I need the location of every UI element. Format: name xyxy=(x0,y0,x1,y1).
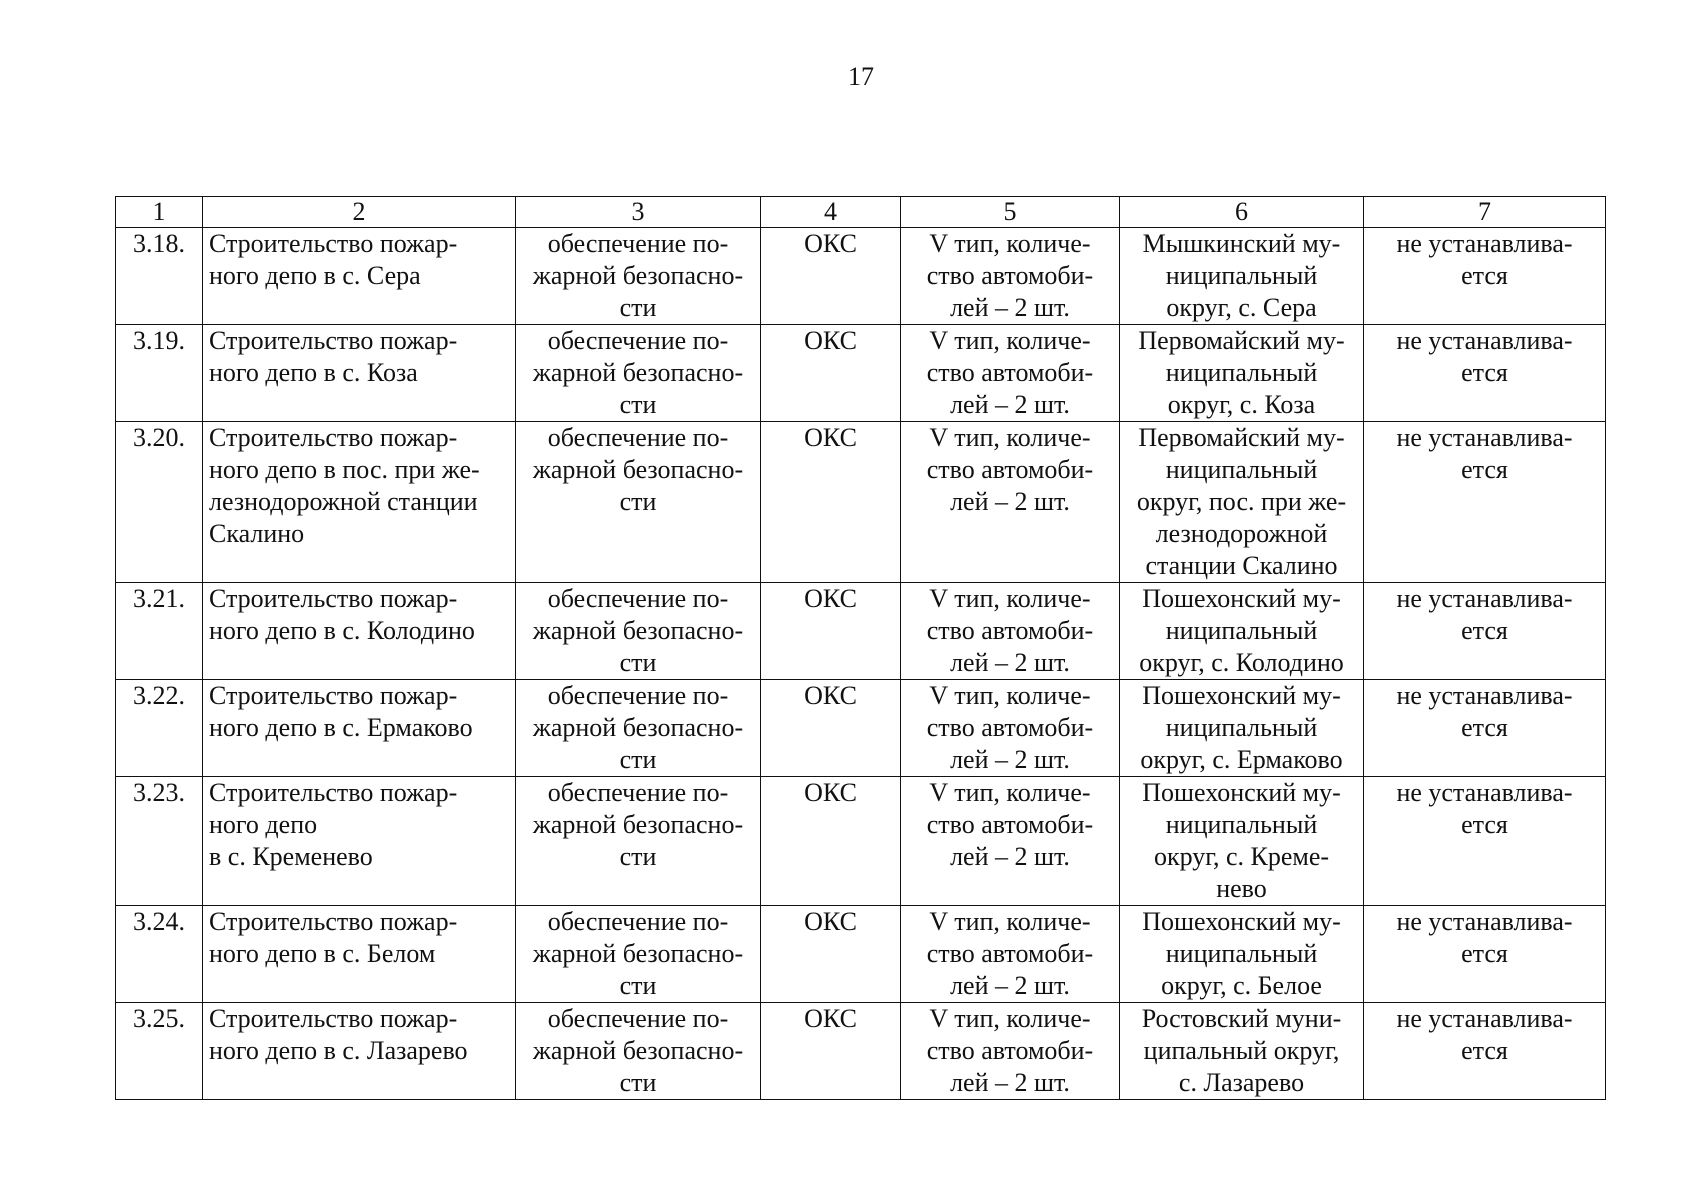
object-type-cell: ОКС xyxy=(761,680,901,777)
cell-text-line: ниципальный xyxy=(1165,713,1318,742)
cell-text-line: Строительство пожар- xyxy=(209,681,458,710)
cell-text-line: ство автомоби- xyxy=(926,713,1094,742)
cell-text-line: Строительство пожар- xyxy=(209,584,458,613)
location-cell xyxy=(1120,422,1364,583)
cell-text-line: ниципальный xyxy=(1165,261,1318,290)
purpose-cell xyxy=(516,583,761,680)
table-body xyxy=(116,197,1606,1100)
cell-text-line: ниципальный xyxy=(1165,939,1318,968)
cell-text-line: лей – 2 шт. xyxy=(950,745,1070,774)
header-cell: 4 xyxy=(761,197,901,228)
object-name-cell xyxy=(203,777,516,906)
cell-text-line: Строительство пожар- xyxy=(209,1004,458,1033)
cell-text-line: лей – 2 шт. xyxy=(950,842,1070,871)
table-row xyxy=(116,777,1606,906)
cell-text-line: ется xyxy=(1461,455,1508,484)
cell-text-line: не устанавлива- xyxy=(1396,326,1573,355)
cell-text-line: жарной безопасно- xyxy=(532,1036,744,1065)
cell-text-line: Пошехонский му- xyxy=(1142,681,1341,710)
cell-text-line: Пошехонский му- xyxy=(1142,584,1341,613)
cell-text-line: ство автомоби- xyxy=(926,358,1094,387)
header-cell: 2 xyxy=(203,197,516,228)
cell-text-line: не устанавлива- xyxy=(1396,778,1573,807)
document-table xyxy=(115,196,1606,1100)
cell-text-line: ется xyxy=(1461,1036,1508,1065)
header-cell: 6 xyxy=(1120,197,1364,228)
cell-text-line: Первомайский му- xyxy=(1138,423,1345,452)
object-name-cell xyxy=(203,583,516,680)
cell-text-line: округ, с. Белое xyxy=(1161,971,1322,1000)
cell-text-line: жарной безопасно- xyxy=(532,261,744,290)
cell-text-line: лей – 2 шт. xyxy=(950,648,1070,677)
cell-text-line: ниципальный xyxy=(1165,810,1318,839)
cell-text-line: не устанавлива- xyxy=(1396,907,1573,936)
cell-text-line: станции Скалино xyxy=(1145,551,1338,580)
location-cell xyxy=(1120,583,1364,680)
cell-text-line: ство автомоби- xyxy=(926,616,1094,645)
zone-cell xyxy=(1364,583,1606,680)
cell-text-line: округ, с. Коза xyxy=(1167,390,1316,419)
row-number-cell: 3.24. xyxy=(116,906,203,1003)
object-name-cell xyxy=(203,680,516,777)
header-row xyxy=(116,197,1606,228)
cell-text-line: ется xyxy=(1461,939,1508,968)
purpose-cell xyxy=(516,777,761,906)
characteristics-cell xyxy=(901,680,1120,777)
location-cell xyxy=(1120,680,1364,777)
zone-cell xyxy=(1364,422,1606,583)
row-number-cell: 3.25. xyxy=(116,1003,203,1100)
cell-text-line: V тип, количе- xyxy=(929,584,1091,613)
object-type-cell: ОКС xyxy=(761,906,901,1003)
cell-text-line: Первомайский му- xyxy=(1138,326,1345,355)
cell-text-line: жарной безопасно- xyxy=(532,358,744,387)
cell-text-line: ство автомоби- xyxy=(926,261,1094,290)
header-cell: 7 xyxy=(1364,197,1606,228)
header-cell: 5 xyxy=(901,197,1120,228)
cell-text-line: Строительство пожар- xyxy=(209,229,458,258)
characteristics-cell xyxy=(901,1003,1120,1100)
cell-text-line: сти xyxy=(619,390,657,419)
cell-text-line: ного депо в с. Коза xyxy=(209,358,418,387)
cell-text-line: V тип, количе- xyxy=(929,229,1091,258)
cell-text-line: Строительство пожар- xyxy=(209,326,458,355)
cell-text-line: обеспечение по- xyxy=(547,1004,729,1033)
purpose-cell xyxy=(516,422,761,583)
cell-text-line: Строительство пожар- xyxy=(209,778,458,807)
cell-text-line: жарной безопасно- xyxy=(532,939,744,968)
cell-text-line: обеспечение по- xyxy=(547,423,729,452)
location-cell xyxy=(1120,325,1364,422)
cell-text-line: Скалино xyxy=(209,519,305,548)
cell-text-line: обеспечение по- xyxy=(547,907,729,936)
object-name-cell xyxy=(203,228,516,325)
cell-text-line: ется xyxy=(1461,616,1508,645)
cell-text-line: лезнодорожной xyxy=(1155,519,1328,548)
cell-text-line: сти xyxy=(619,745,657,774)
location-cell xyxy=(1120,906,1364,1003)
cell-text-line: ется xyxy=(1461,810,1508,839)
cell-text-line: сти xyxy=(619,487,657,516)
cell-text-line: округ, пос. при же- xyxy=(1136,487,1347,516)
zone-cell xyxy=(1364,325,1606,422)
cell-text-line: лей – 2 шт. xyxy=(950,390,1070,419)
location-cell xyxy=(1120,777,1364,906)
object-type-cell: ОКС xyxy=(761,325,901,422)
header-cell: 3 xyxy=(516,197,761,228)
cell-text-line: жарной безопасно- xyxy=(532,616,744,645)
cell-text-line: нево xyxy=(1216,874,1267,903)
cell-text-line: не устанавлива- xyxy=(1396,229,1573,258)
object-name-cell xyxy=(203,422,516,583)
cell-text-line: Мышкинский му- xyxy=(1142,229,1341,258)
purpose-cell xyxy=(516,228,761,325)
cell-text-line: V тип, количе- xyxy=(929,907,1091,936)
object-type-cell: ОКС xyxy=(761,777,901,906)
row-number-cell: 3.22. xyxy=(116,680,203,777)
cell-text-line: жарной безопасно- xyxy=(532,810,744,839)
cell-text-line: V тип, количе- xyxy=(929,1004,1091,1033)
cell-text-line: ного депо в с. Сера xyxy=(209,261,421,290)
cell-text-line: обеспечение по- xyxy=(547,584,729,613)
characteristics-cell xyxy=(901,228,1120,325)
cell-text-line: Строительство пожар- xyxy=(209,907,458,936)
table-row xyxy=(116,422,1606,583)
zone-cell xyxy=(1364,228,1606,325)
cell-text-line: Строительство пожар- xyxy=(209,423,458,452)
row-number-cell: 3.19. xyxy=(116,325,203,422)
cell-text-line: жарной безопасно- xyxy=(532,713,744,742)
cell-text-line: ного депо в с. Колодино xyxy=(209,616,475,645)
row-number-cell: 3.20. xyxy=(116,422,203,583)
cell-text-line: ниципальный xyxy=(1165,455,1318,484)
cell-text-line: округ, с. Сера xyxy=(1166,293,1317,322)
cell-text-line: лей – 2 шт. xyxy=(950,971,1070,1000)
cell-text-line: сти xyxy=(619,1068,657,1097)
cell-text-line: ство автомоби- xyxy=(926,1036,1094,1065)
object-name-cell xyxy=(203,906,516,1003)
cell-text-line: сти xyxy=(619,971,657,1000)
cell-text-line: не устанавлива- xyxy=(1396,681,1573,710)
table-row xyxy=(116,1003,1606,1100)
cell-text-line: лезнодорожной станции xyxy=(209,487,478,516)
cell-text-line: V тип, количе- xyxy=(929,778,1091,807)
cell-text-line: ного депо в с. Белом xyxy=(209,939,436,968)
table-row xyxy=(116,325,1606,422)
cell-text-line: жарной безопасно- xyxy=(532,455,744,484)
object-type-cell: ОКС xyxy=(761,422,901,583)
location-cell xyxy=(1120,228,1364,325)
object-type-cell: ОКС xyxy=(761,228,901,325)
cell-text-line: Ростовский муни- xyxy=(1141,1004,1342,1033)
cell-text-line: с. Лазарево xyxy=(1178,1068,1305,1097)
table-row xyxy=(116,906,1606,1003)
cell-text-line: сти xyxy=(619,842,657,871)
purpose-cell xyxy=(516,680,761,777)
cell-text-line: Пошехонский му- xyxy=(1142,907,1341,936)
characteristics-cell xyxy=(901,583,1120,680)
object-name-cell xyxy=(203,1003,516,1100)
table-row xyxy=(116,228,1606,325)
cell-text-line: обеспечение по- xyxy=(547,326,729,355)
cell-text-line: не устанавлива- xyxy=(1396,1004,1573,1033)
characteristics-cell xyxy=(901,325,1120,422)
cell-text-line: V тип, количе- xyxy=(929,423,1091,452)
cell-text-line: в с. Кременево xyxy=(209,842,373,871)
cell-text-line: лей – 2 шт. xyxy=(950,293,1070,322)
table-row xyxy=(116,583,1606,680)
cell-text-line: ного депо xyxy=(209,810,318,839)
cell-text-line: V тип, количе- xyxy=(929,681,1091,710)
cell-text-line: ного депо в с. Лазарево xyxy=(209,1036,468,1065)
cell-text-line: не устанавлива- xyxy=(1396,423,1573,452)
row-number-cell: 3.21. xyxy=(116,583,203,680)
cell-text-line: лей – 2 шт. xyxy=(950,487,1070,516)
characteristics-cell xyxy=(901,906,1120,1003)
cell-text-line: лей – 2 шт. xyxy=(950,1068,1070,1097)
cell-text-line: обеспечение по- xyxy=(547,229,729,258)
cell-text-line: ется xyxy=(1461,261,1508,290)
cell-text-line: обеспечение по- xyxy=(547,778,729,807)
zone-cell xyxy=(1364,906,1606,1003)
purpose-cell xyxy=(516,1003,761,1100)
cell-text-line: ниципальный xyxy=(1165,616,1318,645)
page-number: 17 xyxy=(848,62,874,91)
object-type-cell: ОКС xyxy=(761,583,901,680)
zone-cell xyxy=(1364,680,1606,777)
zone-cell xyxy=(1364,777,1606,906)
purpose-cell xyxy=(516,325,761,422)
object-name-cell xyxy=(203,325,516,422)
cell-text-line: сти xyxy=(619,648,657,677)
cell-text-line: ниципальный xyxy=(1165,358,1318,387)
row-number-cell: 3.23. xyxy=(116,777,203,906)
cell-text-line: округ, с. Ермаково xyxy=(1140,745,1343,774)
cell-text-line: ципальный округ, xyxy=(1143,1036,1340,1065)
cell-text-line: сти xyxy=(619,293,657,322)
cell-text-line: ного депо в пос. при же- xyxy=(209,455,480,484)
cell-text-line: округ, с. Креме- xyxy=(1153,842,1330,871)
object-type-cell: ОКС xyxy=(761,1003,901,1100)
cell-text-line: V тип, количе- xyxy=(929,326,1091,355)
cell-text-line: ство автомоби- xyxy=(926,455,1094,484)
location-cell xyxy=(1120,1003,1364,1100)
cell-text-line: ство автомоби- xyxy=(926,939,1094,968)
cell-text-line: обеспечение по- xyxy=(547,681,729,710)
cell-text-line: округ, с. Колодино xyxy=(1139,648,1344,677)
cell-text-line: ется xyxy=(1461,358,1508,387)
zone-cell xyxy=(1364,1003,1606,1100)
cell-text-line: ется xyxy=(1461,713,1508,742)
cell-text-line: ного депо в с. Ермаково xyxy=(209,713,473,742)
header-cell: 1 xyxy=(116,197,203,228)
characteristics-cell xyxy=(901,422,1120,583)
purpose-cell xyxy=(516,906,761,1003)
characteristics-cell xyxy=(901,777,1120,906)
row-number-cell: 3.18. xyxy=(116,228,203,325)
cell-text-line: ство автомоби- xyxy=(926,810,1094,839)
cell-text-line: не устанавлива- xyxy=(1396,584,1573,613)
table-row xyxy=(116,680,1606,777)
cell-text-line: Пошехонский му- xyxy=(1142,778,1341,807)
